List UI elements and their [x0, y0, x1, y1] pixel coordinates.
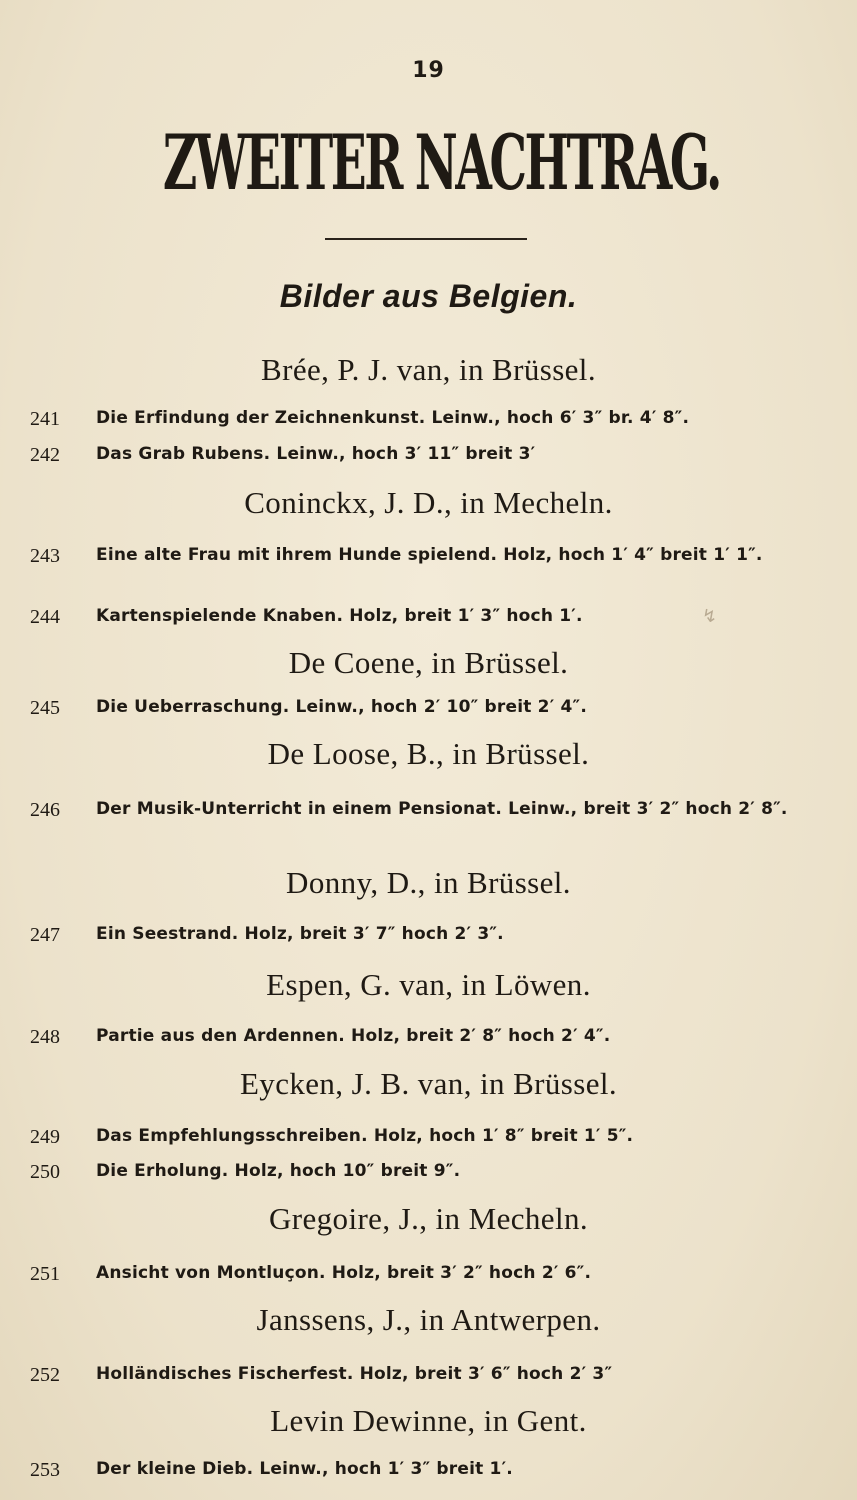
entry-number: 245	[30, 697, 60, 719]
entry-number: 241	[30, 408, 60, 430]
entry-description: Ein Seestrand. Holz, breit 3′ 7″ hoch 2′ 3″.	[96, 924, 504, 944]
artist-heading: Janssens, J., in Antwerpen.	[256, 1302, 601, 1337]
artist-heading: Gregoire, J., in Mecheln.	[268, 1201, 589, 1236]
artist-heading: Donny, D., in Brüssel.	[286, 865, 571, 900]
page-number: 19	[412, 58, 445, 83]
entry-number: 243	[30, 545, 60, 567]
artist-heading: Levin Dewinne, in Gent.	[270, 1403, 587, 1438]
entry-description: Die Erfindung der Zeichnenkunst. Leinw., hoch 6′ 3″ br. 4′ 8″.	[96, 408, 690, 428]
entry-description: Die Ueberraschung. Leinw., hoch 2′ 10″ breit 2′ 4″.	[96, 697, 587, 717]
entry-description: Ansicht von Montluçon. Holz, breit 3′ 2″ hoch 2′ 6″.	[96, 1263, 592, 1283]
title-rule	[325, 238, 527, 240]
entry-description: Partie aus den Ardennen. Holz, breit 2′ 8″ hoch 2′ 4″.	[96, 1026, 611, 1046]
entry-description: Der kleine Dieb. Leinw., hoch 1′ 3″ breit 1′.	[96, 1459, 513, 1479]
entry-description: Das Grab Rubens. Leinw., hoch 3′ 11″ breit 3′	[96, 444, 536, 464]
artist-heading: Eycken, J. B. van, in Brüssel.	[239, 1066, 618, 1101]
entry-number: 253	[30, 1459, 60, 1481]
artist-heading: Coninckx, J. D., in Mecheln.	[244, 485, 613, 520]
entry-description: Das Empfehlungsschreiben. Holz, hoch 1′ 8″ breit 1′ 5″.	[96, 1126, 634, 1146]
entry-description: Die Erholung. Holz, hoch 10″ breit 9″.	[96, 1161, 461, 1181]
entry-number: 247	[30, 924, 60, 946]
entry-description: Eine alte Frau mit ihrem Hunde spielend. Holz, hoch 1′ 4″ breit 1′ 1″.	[96, 545, 763, 565]
entry-number: 246	[30, 799, 60, 821]
section-subtitle: Bilder aus Belgien.	[279, 278, 578, 314]
entry-number: 242	[30, 444, 60, 466]
page-title: ZWEITER NACHTRAG.	[162, 118, 720, 207]
artist-heading: De Coene, in Brüssel.	[288, 645, 569, 680]
entry-description: Kartenspielende Knaben. Holz, breit 1′ 3″ hoch 1′.	[96, 606, 583, 626]
entry-number: 244	[30, 606, 60, 628]
entry-number: 252	[30, 1364, 60, 1386]
entry-number: 250	[30, 1161, 60, 1183]
entry-number: 248	[30, 1026, 60, 1048]
entry-description: Der Musik-Unterricht in einem Pensionat. Leinw., breit 3′ 2″ hoch 2′ 8″.	[96, 799, 788, 819]
pencil-annotation: ↯	[702, 606, 718, 627]
artist-heading: De Loose, B., in Brüssel.	[267, 736, 590, 771]
artist-heading: Brée, P. J. van, in Brüssel.	[261, 352, 596, 387]
entry-number: 251	[30, 1263, 60, 1285]
entry-number: 249	[30, 1126, 60, 1148]
artist-heading: Espen, G. van, in Löwen.	[266, 967, 591, 1002]
entry-description: Holländisches Fischerfest. Holz, breit 3′ 6″ hoch 2′ 3″	[96, 1364, 613, 1384]
